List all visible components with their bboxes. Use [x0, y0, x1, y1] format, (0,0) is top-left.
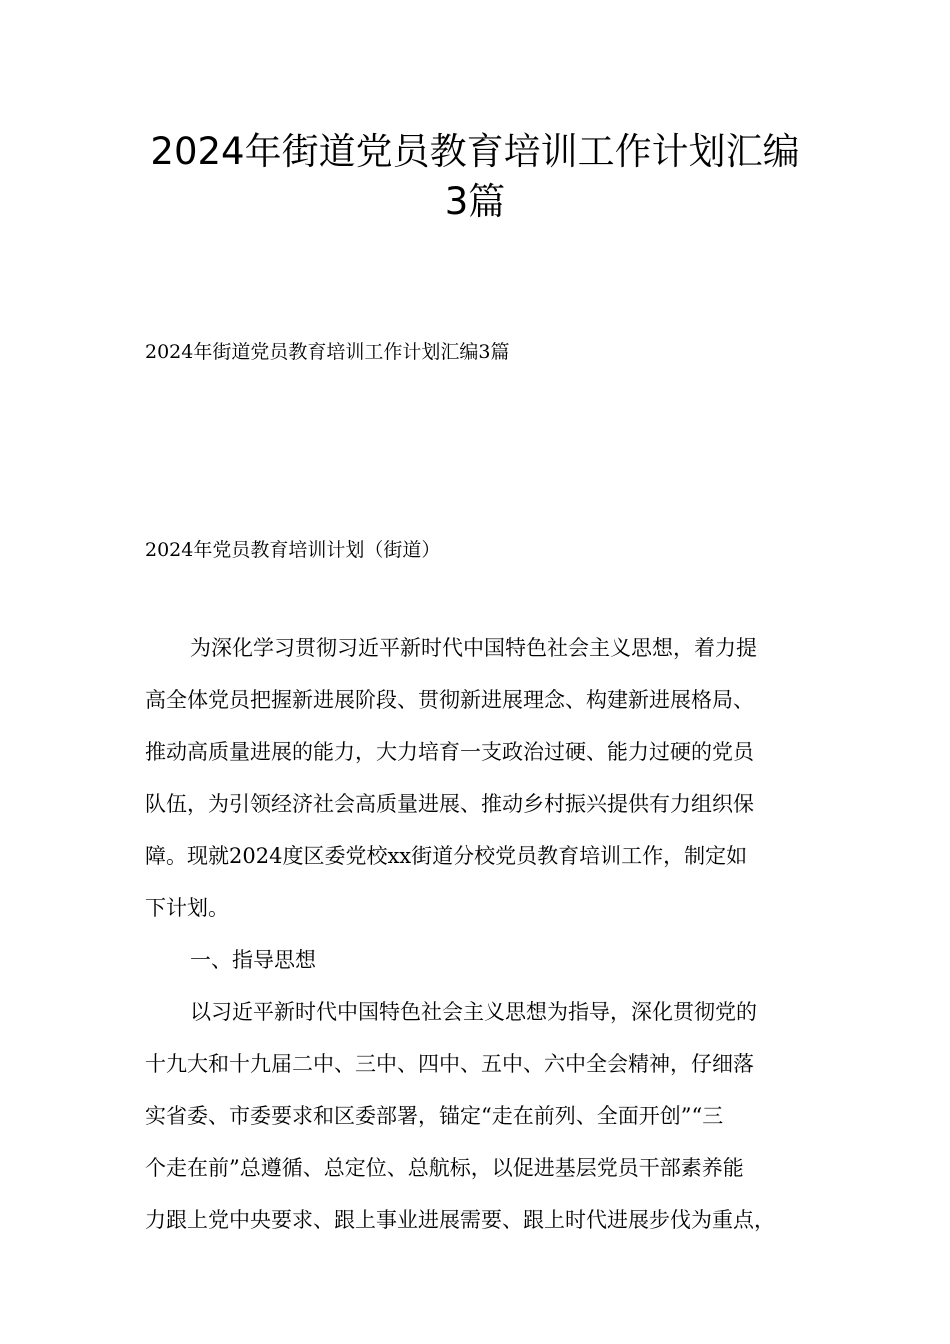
section-line: 个走在前”总遵循、总定位、总航标，以促进基层党员干部素养能 [145, 1156, 744, 1180]
collection-heading: 2024年街道党员教育培训工作计划汇编3篇 [145, 341, 510, 363]
intro-line: 队伍，为引领经济社会高质量进展、推动乡村振兴提供有力组织保 [145, 792, 754, 816]
intro-line: 高全体党员把握新进展阶段、贯彻新进展理念、构建新进展格局、 [145, 688, 754, 712]
document-title-line-2: 3篇 [444, 180, 506, 223]
section-line: 十九大和十九届二中、三中、四中、五中、六中全会精神，仔细落 [145, 1052, 754, 1076]
section-line: 以习近平新时代中国特色社会主义思想为指导，深化贯彻党的 [190, 1000, 757, 1024]
intro-line: 下计划。 [145, 896, 229, 920]
intro-line: 推动高质量进展的能力，大力培育一支政治过硬、能力过硬的党员 [145, 740, 754, 764]
intro-paragraph [145, 622, 825, 1246]
plan-heading: 2024年党员教育培训计划（街道） [145, 539, 441, 561]
intro-line: 为深化学习贯彻习近平新时代中国特色社会主义思想，着力提 [190, 636, 757, 660]
document-title-line-1: 2024年街道党员教育培训工作计划汇编 [150, 130, 800, 173]
section-heading: 一、指导思想 [190, 948, 316, 972]
section-line: 实省委、市委要求和区委部署，锚定“走在前列、全面开创”“三 [145, 1104, 724, 1128]
intro-line: 障。现就2024度区委党校xx街道分校党员教育培训工作，制定如 [145, 844, 748, 868]
section-line: 力跟上党中央要求、跟上事业进展需要、跟上时代进展步伐为重点， [145, 1208, 775, 1232]
